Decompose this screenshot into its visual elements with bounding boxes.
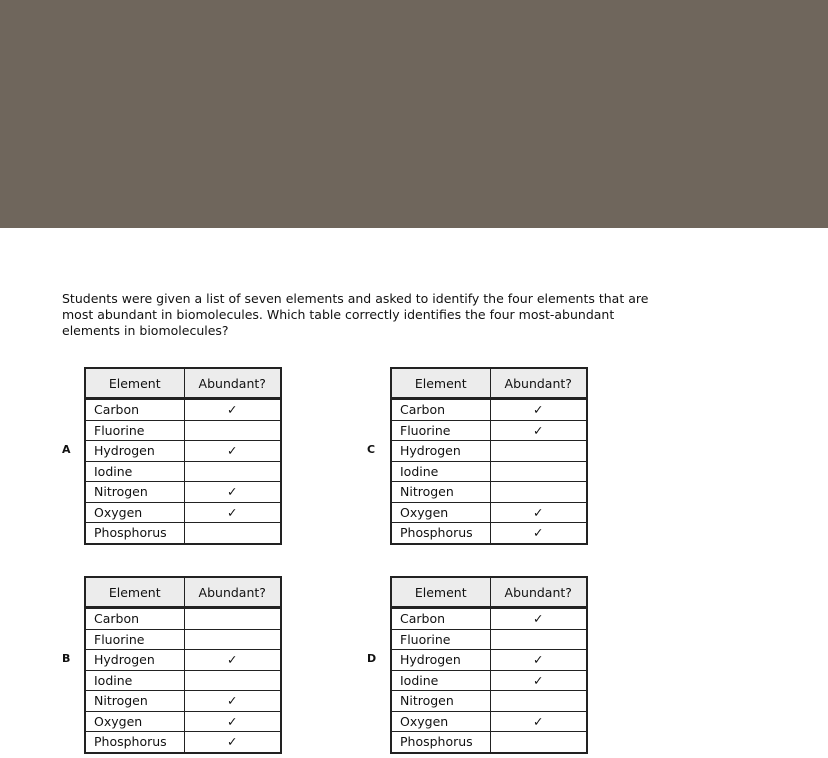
element-name: Iodine (391, 670, 490, 691)
abundant-cell (184, 711, 281, 732)
table-row (85, 461, 281, 482)
element-name: Phosphorus (391, 732, 490, 753)
header-banner (0, 0, 828, 228)
check-icon: ✓ (227, 693, 238, 709)
element-name: Phosphorus (85, 732, 184, 753)
abundant-header: Abundant? (184, 368, 281, 399)
check-icon: ✓ (227, 484, 238, 500)
table-row (391, 461, 587, 482)
table-row (391, 650, 587, 671)
element-header: Element (391, 368, 490, 399)
table-row (391, 691, 587, 712)
check-icon: ✓ (533, 672, 544, 688)
check-icon: ✓ (533, 402, 544, 418)
table-row (85, 732, 281, 753)
check-icon: ✓ (227, 402, 238, 418)
element-name: Fluorine (391, 420, 490, 441)
element-name: Iodine (85, 670, 184, 691)
element-name: Iodine (391, 461, 490, 482)
table-row (85, 691, 281, 712)
option-d-table (390, 576, 588, 754)
element-name: Fluorine (391, 629, 490, 650)
abundant-cell (184, 399, 281, 421)
abundant-cell (490, 670, 587, 691)
abundant-cell (490, 482, 587, 503)
check-icon: ✓ (533, 652, 544, 668)
abundant-cell (184, 420, 281, 441)
check-icon: ✓ (533, 713, 544, 729)
element-name: Nitrogen (85, 482, 184, 503)
element-name: Hydrogen (391, 441, 490, 462)
table-row (85, 629, 281, 650)
element-header: Element (85, 577, 184, 608)
element-name: Fluorine (85, 629, 184, 650)
abundant-header: Abundant? (490, 368, 587, 399)
option-b-table (84, 576, 282, 754)
element-name: Hydrogen (85, 650, 184, 671)
abundant-cell (490, 461, 587, 482)
check-icon: ✓ (227, 713, 238, 729)
abundant-header: Abundant? (490, 577, 587, 608)
table-row (85, 399, 281, 421)
abundant-header: Abundant? (184, 577, 281, 608)
option-c-letter[interactable]: C (367, 443, 376, 456)
abundant-cell (490, 711, 587, 732)
check-icon: ✓ (533, 611, 544, 627)
option-c-table (390, 367, 588, 545)
table-row (85, 650, 281, 671)
option-a-table (84, 367, 282, 545)
element-header: Element (391, 577, 490, 608)
element-name: Phosphorus (85, 523, 184, 544)
option-d-letter[interactable]: D (367, 652, 377, 665)
option-a-letter[interactable]: A (62, 443, 71, 456)
element-name: Hydrogen (391, 650, 490, 671)
table-row (85, 523, 281, 544)
table-row (85, 482, 281, 503)
table-row (85, 420, 281, 441)
element-name: Carbon (85, 399, 184, 421)
element-name: Oxygen (85, 711, 184, 732)
abundant-cell (184, 441, 281, 462)
table-row (85, 502, 281, 523)
abundant-cell (490, 608, 587, 630)
abundant-cell (184, 732, 281, 753)
table-row (391, 711, 587, 732)
abundant-cell (184, 629, 281, 650)
option-b-letter[interactable]: B (62, 652, 71, 665)
abundant-cell (490, 502, 587, 523)
table-row (85, 608, 281, 630)
table-row (391, 482, 587, 503)
abundant-cell (490, 523, 587, 544)
abundant-cell (490, 732, 587, 753)
table-row (391, 420, 587, 441)
element-name: Oxygen (391, 502, 490, 523)
element-name: Nitrogen (391, 482, 490, 503)
element-name: Carbon (391, 399, 490, 421)
table-row (391, 399, 587, 421)
abundant-cell (184, 461, 281, 482)
table-row (391, 670, 587, 691)
abundant-cell (184, 523, 281, 544)
check-icon: ✓ (227, 443, 238, 459)
element-name: Oxygen (391, 711, 490, 732)
abundant-cell (490, 399, 587, 421)
abundant-cell (184, 650, 281, 671)
table-row (391, 502, 587, 523)
check-icon: ✓ (227, 734, 238, 750)
element-name: Carbon (85, 608, 184, 630)
check-icon: ✓ (533, 422, 544, 438)
element-name: Nitrogen (85, 691, 184, 712)
table-row (391, 629, 587, 650)
abundant-cell (490, 441, 587, 462)
table-row (85, 441, 281, 462)
element-name: Carbon (391, 608, 490, 630)
element-name: Nitrogen (391, 691, 490, 712)
check-icon: ✓ (227, 652, 238, 668)
abundant-cell (184, 691, 281, 712)
abundant-cell (184, 608, 281, 630)
table-row (391, 732, 587, 753)
table-row (391, 441, 587, 462)
question-text: Students were given a list of seven elements and asked to identify the four elements that are most abundant in biomolecules. Which table correctly identifies the four most-abundant elements in biomolecules? (62, 291, 649, 338)
abundant-cell (184, 670, 281, 691)
table-row (85, 711, 281, 732)
abundant-cell (490, 650, 587, 671)
element-name: Oxygen (85, 502, 184, 523)
table-row (85, 670, 281, 691)
abundant-cell (184, 502, 281, 523)
element-header: Element (85, 368, 184, 399)
element-name: Hydrogen (85, 441, 184, 462)
abundant-cell (490, 629, 587, 650)
check-icon: ✓ (533, 504, 544, 520)
abundant-cell (490, 420, 587, 441)
table-row (391, 523, 587, 544)
element-name: Phosphorus (391, 523, 490, 544)
abundant-cell (490, 691, 587, 712)
element-name: Iodine (85, 461, 184, 482)
abundant-cell (184, 482, 281, 503)
element-name: Fluorine (85, 420, 184, 441)
table-row (391, 608, 587, 630)
check-icon: ✓ (533, 525, 544, 541)
check-icon: ✓ (227, 504, 238, 520)
